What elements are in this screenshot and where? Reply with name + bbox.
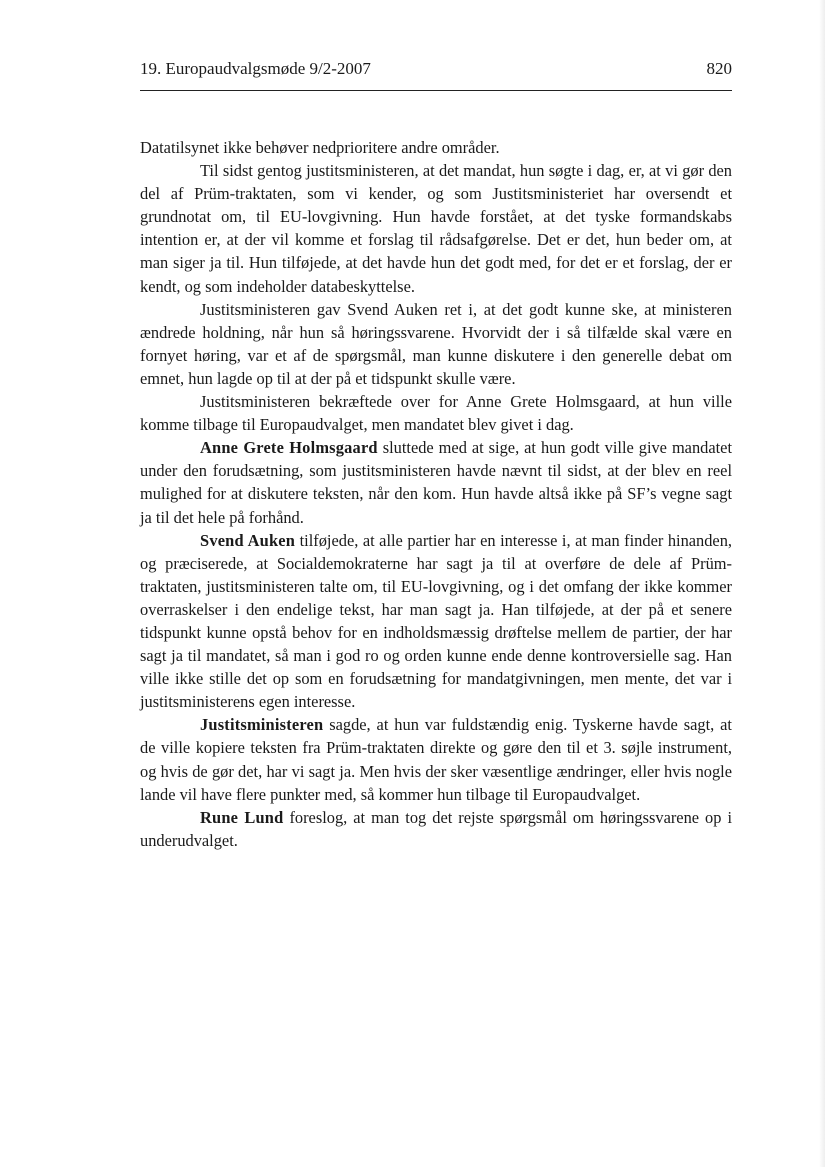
- speaker-name: Rune Lund: [200, 807, 284, 827]
- header-rule: [140, 90, 732, 91]
- paragraph-text: sagde, at hun var fuldstændig enig. Tyskerne havde sagt, at de ville kopiere teksten fra Prüm-traktaten direkte og gøre den til et 3. søjle instrument, og hvis de gør det, har vi sagt ja. Men hvis der sker væsentlige ændringer, eller hvis nogle lande vil have flere punkter med, så kommer hun tilbage til Europaudvalget.: [140, 715, 732, 804]
- page-header: [140, 59, 732, 85]
- paragraph-4: [140, 390, 732, 436]
- paragraph-text: sluttede med at sige, at hun godt ville give mandatet under den forudsætning, som justitsministeren havde nævnt til sidst, at der blev en reel mulighed for at diskutere teksten, når den kom. Hun havde altså ikke på SF’s vegne sagt ja til det hele på forhånd.: [140, 438, 733, 527]
- paragraph-text: Justitsministeren bekræftede over for Anne Grete Holmsgaard, at hun ville komme tilbage til Europaudvalget, men mandatet blev givet i dag.: [140, 392, 732, 435]
- header-title: 19. Europaudvalgsmøde 9/2-2007: [140, 59, 371, 78]
- page-number: 820: [706, 59, 732, 78]
- paragraph-text: tilføjede, at alle partier har en interesse i, at man finder hinanden, og præciserede, at Socialdemokraterne har sagt ja til at overføre de dele af Prüm-traktaten, justitsministeren talte om, til EU-lovgivning, og i det omfang der ikke kommer overraskelser i den endelige tekst, har man sagt ja. Han tilføjede, at der på et senere tidspunkt kunne opstå behov for en indholdsmæssig drøftelse mellem de partier, der har sagt ja til mandatet, så man i god ro og orden kunne ende denne kontroversielle sag. Han ville ikke stille det op som en forudsætning for mandatgivningen, men mente, det var i justitsministerens egen interesse.: [140, 530, 732, 712]
- document-body: [140, 136, 732, 852]
- speaker-name: Anne Grete Holmsgaard: [200, 438, 378, 458]
- scan-edge-shadow: [819, 0, 825, 1167]
- paragraph-text: Justitsministeren gav Svend Auken ret i, at det godt kunne ske, at ministeren ændrede holdning, når hun så høringssvarene. Hvorvidt der i så tilfælde skal være en fornyet høring, var et af de spørgsmål, man kunne diskutere i den generelle debat om emnet, hun lagde op til at der på et tidspunkt skulle være.: [140, 299, 732, 388]
- paragraph-1: [140, 136, 732, 159]
- speaker-name: Svend Auken: [200, 530, 296, 550]
- paragraph-6: [140, 529, 732, 714]
- paragraph-5: [140, 436, 732, 528]
- paragraph-text: Datatilsynet ikke behøver nedprioritere andre områder.: [140, 138, 500, 157]
- speaker-name: Justitsministeren: [200, 715, 324, 735]
- paragraph-text: Til sidst gentog justitsministeren, at det mandat, hun søgte i dag, er, at vi gør den del af Prüm-traktaten, som vi kender, og som Justitsministeriet har oversendt et grundnotat om, til EU-lovgivning. Hun havde forstået, at det tyske formandskabs intention er, at der vil komme et forslag til rådsafgørelse. Det er det, hun beder om, at man siger ja til. Hun tilføjede, at det havde hun det godt med, for det er et forslag, der er kendt, og som indeholder databeskyttelse.: [140, 161, 732, 296]
- paragraph-2: [140, 159, 732, 298]
- paragraph-3: [140, 298, 732, 390]
- paragraph-7: [140, 713, 732, 805]
- paragraph-text: foreslog, at man tog det rejste spørgsmål om høringssvarene op i underudvalget.: [140, 807, 732, 850]
- paragraph-8: [140, 806, 732, 852]
